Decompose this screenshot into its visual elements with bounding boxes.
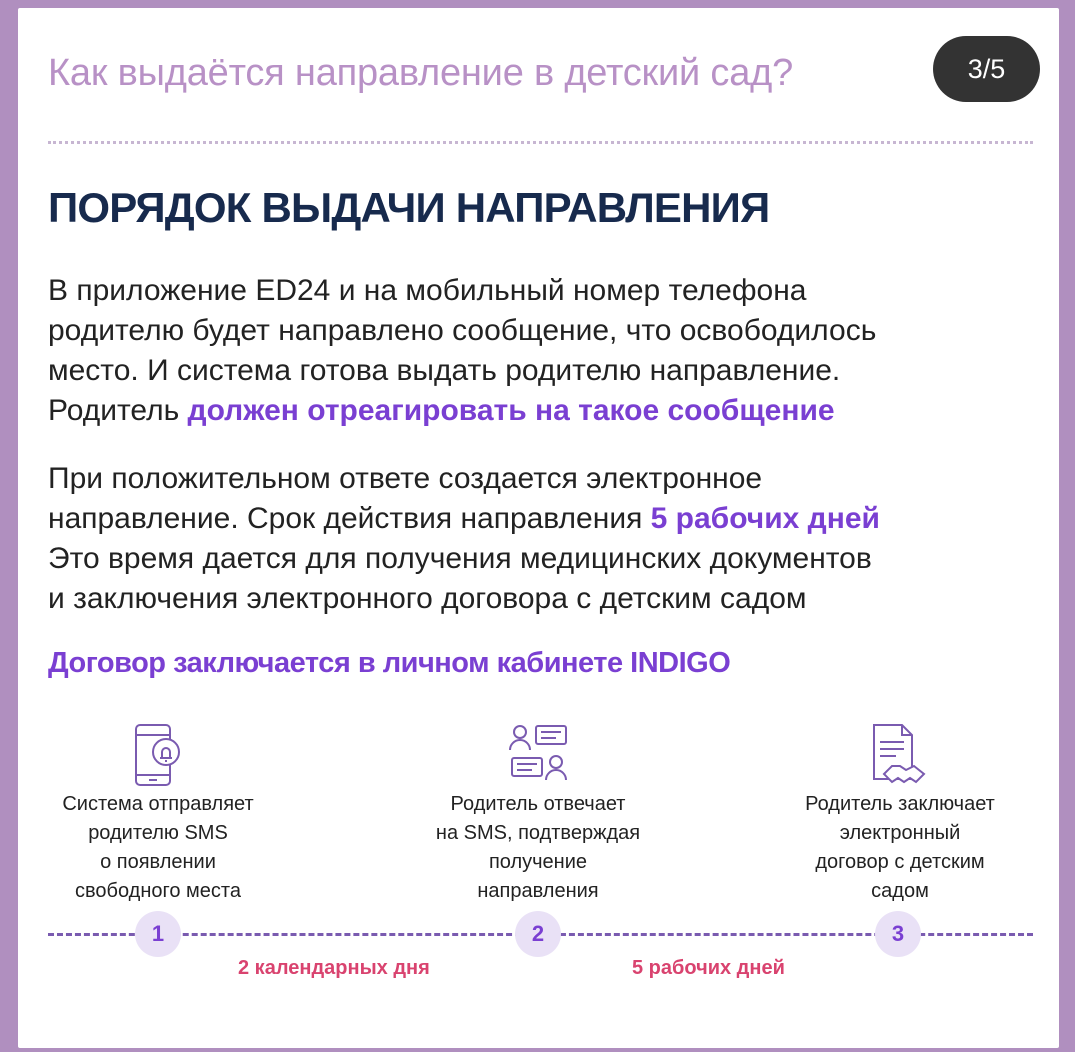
step-number-3: 3 bbox=[875, 911, 921, 957]
document-handshake-icon bbox=[870, 722, 930, 791]
paragraph-line-mixed bbox=[48, 391, 1048, 431]
step-line: родителю SMS bbox=[88, 822, 228, 844]
paragraph-text: направление. Срок действия направления bbox=[48, 502, 651, 535]
paragraph-line: При положительном ответе создается электронное bbox=[48, 462, 763, 495]
slide-header-title: Как выдаётся направление в детский сад? bbox=[48, 52, 794, 94]
step-line: Система отправляет bbox=[62, 793, 254, 815]
paragraph-line: и заключения электронного договора с детским садом bbox=[48, 582, 807, 615]
section-title: ПОРЯДОК ВЫДАЧИ НАПРАВЛЕНИЯ bbox=[48, 184, 770, 231]
step-line: направления bbox=[477, 880, 599, 902]
step-2-description bbox=[398, 790, 678, 906]
step-line: садом bbox=[871, 880, 929, 902]
step-line: Родитель отвечает bbox=[450, 793, 626, 815]
paragraph-notification bbox=[48, 271, 1048, 431]
dotted-divider bbox=[48, 141, 1033, 144]
step-line: свободного места bbox=[75, 880, 241, 902]
phone-bell-icon bbox=[133, 722, 183, 795]
paragraph-line: родителю будет направлено сообщение, что освободилось bbox=[48, 314, 877, 347]
paragraph-line-mixed bbox=[48, 499, 1048, 539]
paragraph-line: Это время дается для получения медицинских документов bbox=[48, 542, 872, 575]
step-line: получение bbox=[488, 851, 588, 873]
step-line: о появлении bbox=[100, 851, 216, 873]
highlight-must-respond: должен отреагировать на такое сообщение bbox=[187, 394, 835, 427]
highlight-validity-period: 5 рабочих дней bbox=[650, 502, 880, 535]
contract-note: Договор заключается в личном кабинете INDIGO bbox=[48, 647, 731, 679]
paragraph-text: Родитель bbox=[48, 394, 188, 427]
step-number-2: 2 bbox=[515, 911, 561, 957]
slide-card bbox=[18, 8, 1059, 1048]
step-3-description bbox=[760, 790, 1040, 906]
step-line: электронный bbox=[839, 822, 961, 844]
step-line: договор с детским bbox=[815, 851, 985, 873]
duration-label-1: 2 календарных дня bbox=[238, 957, 430, 979]
chat-people-icon bbox=[508, 722, 570, 789]
step-line: на SMS, подтверждая bbox=[435, 822, 641, 844]
paragraph-line: место. И система готова выдать родителю направление. bbox=[48, 354, 841, 387]
paragraph-validity bbox=[48, 459, 1048, 619]
step-1-description bbox=[18, 790, 298, 906]
step-line: Родитель заключает bbox=[805, 793, 995, 815]
step-number-1: 1 bbox=[135, 911, 181, 957]
duration-label-2: 5 рабочих дней bbox=[632, 957, 785, 979]
paragraph-line: В приложение ED24 и на мобильный номер телефона bbox=[48, 274, 807, 307]
page-indicator-badge[interactable]: 3/5 bbox=[933, 36, 1040, 102]
